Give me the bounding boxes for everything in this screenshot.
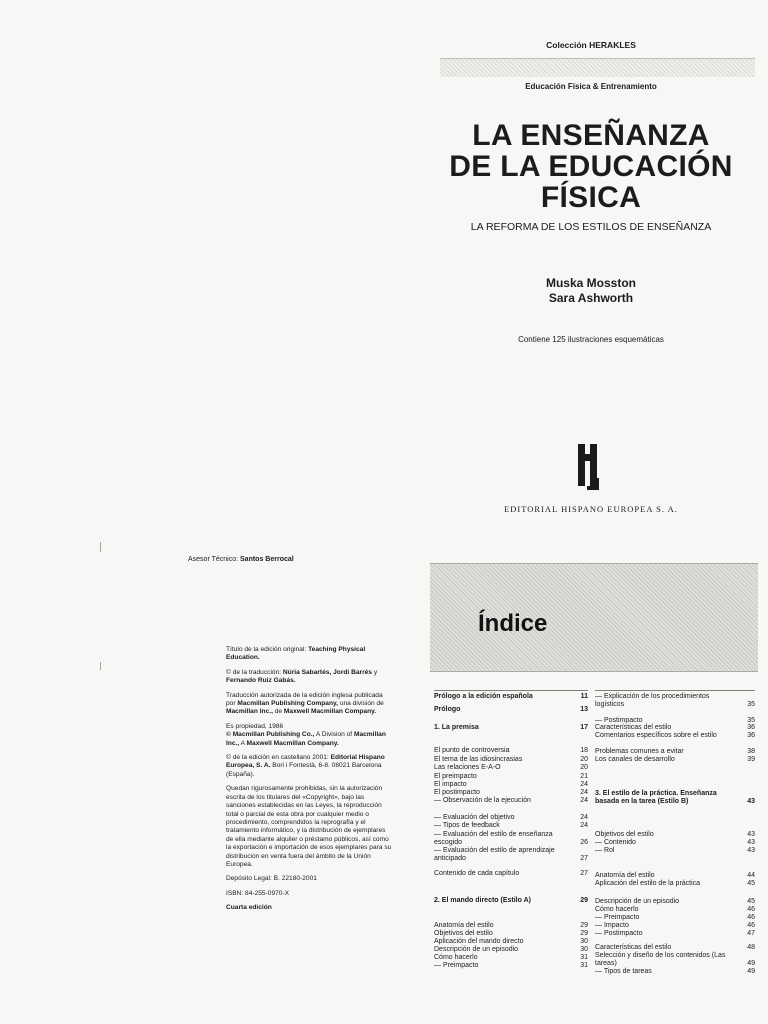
toc-entry-title: Selección y diseño de los contenidos (Las tareas) (595, 952, 726, 968)
toc-entry (595, 898, 755, 906)
toc-entry (595, 831, 755, 839)
collection-banner (440, 58, 755, 77)
toc-entry-title: El postimpacto (434, 789, 480, 796)
toc-entry-title: El impacto (434, 781, 467, 788)
toc-entry (595, 968, 755, 976)
toc-entry (595, 880, 755, 888)
toc-chapter (434, 693, 588, 701)
toc-page-number: 48 (747, 944, 755, 951)
toc-entry (434, 847, 588, 863)
toc-entry-title: — Impacto (595, 922, 629, 929)
collection-name: Colección HERAKLES (546, 40, 636, 50)
toc-entry-title: — Explicación de los procedimientos logísticos (595, 693, 710, 709)
toc-entry-title: Problemas comunes a evitar (595, 748, 684, 755)
toc-page-number: 24 (580, 781, 588, 788)
copyright-note (226, 646, 392, 663)
toc-entry-title: Características del estilo (595, 944, 672, 951)
copyright-note (226, 904, 392, 912)
toc-entry (434, 789, 588, 797)
toc-entry-title: — Observación de la ejecución (434, 797, 531, 804)
toc-rule (434, 690, 588, 691)
toc-chapter (595, 790, 755, 806)
toc-page-number: 39 (747, 756, 755, 763)
toc-entry (434, 747, 588, 755)
copyright-text: una división de (338, 700, 384, 708)
index-header (430, 563, 758, 672)
toc-entry (595, 748, 755, 756)
toc-entry (434, 756, 588, 764)
toc-page-number: 30 (580, 938, 588, 945)
toc-entry (595, 930, 755, 938)
copyright-text: A (239, 739, 247, 747)
copyright-note (226, 875, 392, 883)
toc-entry-title: Comentarios específicos sobre el estilo (595, 732, 717, 739)
toc-page-number: 27 (580, 855, 588, 863)
toc-entry (434, 930, 588, 938)
book-subtitle: LA REFORMA DE LOS ESTILOS DE ENSEÑANZA (470, 221, 712, 233)
toc-entry-title: Objetivos del estilo (595, 831, 654, 838)
copyright-text: Maxwell Macmillan Company. (283, 708, 377, 716)
toc-entry (434, 922, 588, 930)
toc-entry (434, 831, 588, 847)
copyright-notes (226, 646, 392, 919)
toc-page-number: 29 (580, 922, 588, 929)
toc-entry-title: Aplicación del estilo de la práctica (595, 880, 701, 887)
toc-entry (434, 797, 588, 805)
copyright-text: Macmillan Inc., (226, 731, 386, 747)
toc-page-number: 20 (580, 756, 588, 763)
copyright-text: © de la edición en castellano 2001: (226, 754, 331, 762)
toc-page-number: 31 (580, 962, 588, 969)
copyright-note (226, 754, 392, 779)
copyright-text: © de la traducción: (226, 668, 283, 676)
advisor-label: Asesor Técnico: (188, 556, 239, 563)
toc-entry (595, 839, 755, 847)
toc-page-number: 43 (747, 798, 755, 806)
author-name: Muska Mosston (545, 276, 636, 290)
illustrations-note: Contiene 125 ilustraciones esquemáticas (518, 335, 664, 344)
toc-page-number: 36 (747, 724, 755, 731)
toc-page-number: 36 (747, 732, 755, 739)
toc-entry-title: Prólogo (434, 706, 461, 713)
copyright-text: Macmillan Publishing Company, (237, 700, 339, 708)
copyright-note (226, 692, 392, 717)
toc-entry (434, 938, 588, 946)
scan-mark (100, 542, 101, 552)
toc-entry-title: — Evaluación del objetivo (434, 814, 515, 821)
toc-entry (595, 944, 755, 952)
right-page (414, 0, 768, 1024)
toc-entry-title: Las relaciones E-A-O (434, 764, 501, 771)
toc-page-number: 24 (580, 797, 588, 804)
toc-page-number: 38 (747, 748, 755, 755)
toc-entry-title: El tema de las idiosincrasias (434, 756, 523, 763)
toc-entry-title: — Evaluación del estilo de enseñanza escogido (434, 831, 553, 847)
copyright-note (226, 723, 392, 748)
toc-entry (434, 764, 588, 772)
toc-entry-title: Anatomía del estilo (595, 872, 655, 879)
book-title (414, 120, 768, 213)
index-title: Índice (478, 610, 548, 637)
toc-page-number: 49 (747, 960, 755, 968)
series-name: Educación Física & Entrenamiento (525, 82, 657, 91)
copyright-text: A Division of (314, 731, 354, 739)
toc-page-number: 24 (580, 814, 588, 821)
copyright-text: Título de la edición original: (226, 646, 309, 653)
copyright-text: Núria Sabartés, Jordi Barrés (282, 668, 372, 676)
toc-entry-title: 2. El mando directo (Estilo A) (434, 897, 531, 904)
copyright-text: y (371, 668, 378, 676)
toc-entry (434, 822, 588, 830)
toc-entry (595, 872, 755, 880)
toc-entry-title: 3. El estilo de la práctica. Enseñanza basada en la tarea (Estilo B) (595, 790, 717, 806)
toc-page-number: 46 (747, 922, 755, 929)
toc-page-number: 11 (580, 693, 588, 700)
advisor-name: Santos Berrocal (240, 556, 294, 563)
toc-entry-title: Descripción de un episodio (434, 946, 519, 953)
copyright-text: Teaching Physical Education. (226, 646, 366, 662)
toc-entry-title: Cómo hacerlo (595, 906, 639, 913)
toc-rule (595, 690, 755, 691)
copyright-text: Bori i Fontestà, 6-8. 08021 Barcelona (España). (226, 762, 382, 778)
toc-page-number: 26 (580, 839, 588, 847)
toc-entry (434, 781, 588, 789)
toc-entry-title: — Evaluación del estilo de aprendizaje anticipado (434, 847, 555, 863)
toc-entry-title: — Tipos de tareas (595, 968, 652, 975)
toc-entry-title: El preimpacto (434, 773, 477, 780)
toc-page-number: 30 (580, 946, 588, 953)
toc-page-number: 46 (747, 906, 755, 913)
book-title-line: LA ENSEÑANZA (472, 119, 710, 152)
toc-page-number: 43 (747, 839, 755, 846)
toc-entry-title: — Contenido (595, 839, 636, 846)
toc-page-number: 29 (580, 930, 588, 937)
publisher-logo-icon (570, 440, 608, 494)
toc-page-number: 43 (747, 831, 755, 838)
toc-page-number: 35 (747, 701, 755, 709)
copyright-text: Quedan rigurosamente prohibidas, sin la autorización escrita de los titulares del «Copyright», bajo las sanciones establecidas en las Leyes, la reproducción total o parcial de esta obra por cualquier medio o procedimiento, comprendidos la reprografía y el tratamiento informático, y la distribución de ejemplares de ella mediante alquiler o préstamo públicos, así como la exportación e importación de esos ejemplares para su distribución en venta fuera del ámbito de la Unión Europea. (226, 785, 392, 868)
toc-entry (434, 946, 588, 954)
copyright-text: Macmillan Inc., (226, 708, 273, 716)
toc-page-number: 31 (580, 954, 588, 961)
toc-page-number: 18 (580, 747, 588, 754)
toc-entry (434, 814, 588, 822)
toc-entry-title: El punto de controversia (434, 747, 510, 754)
toc-entry-title: Prólogo a la edición española (434, 693, 533, 700)
copyright-text: © Macmillan Publishing Co., (226, 731, 315, 739)
toc-entry (595, 732, 755, 740)
copyright-text: Maxwell Macmillan Company. (246, 739, 339, 747)
toc-entry-title: — Rol (595, 847, 615, 854)
toc-entry-title: Objetivos del estilo (434, 930, 493, 937)
toc-entry (595, 724, 755, 732)
toc-page-number: 43 (747, 847, 755, 854)
copyright-note (226, 890, 392, 898)
toc-entry-title: — Postimpacto (595, 717, 643, 724)
toc-page-number: 35 (747, 717, 755, 724)
toc-page-number: 29 (580, 897, 588, 904)
toc-page-number: 17 (580, 724, 588, 731)
toc-entry-title: — Tipos de feedback (434, 822, 500, 829)
toc-entry-title: — Preimpacto (434, 962, 479, 969)
copyright-text: de (272, 708, 284, 716)
toc-chapter (434, 897, 588, 905)
toc-entry (434, 954, 588, 962)
toc-entry (434, 773, 588, 781)
toc-chapter (434, 706, 588, 714)
toc-page-number: 45 (747, 880, 755, 887)
toc-entry-title: Aplicación del mando directo (434, 938, 524, 945)
toc-entry-title: 1. La premisa (434, 724, 479, 731)
copyright-text: Es propiedad, 1986 (226, 722, 284, 730)
copyright-text: Depósito Legal: B. 22180-2001 (226, 875, 317, 883)
toc-entry-title: Descripción de un episodio (595, 898, 680, 905)
toc-entry (595, 922, 755, 930)
scan-mark (100, 662, 101, 670)
toc-page-number: 20 (580, 764, 588, 771)
toc-page-number: 21 (580, 773, 588, 780)
technical-advisor (188, 556, 294, 563)
toc-entry (595, 914, 755, 922)
toc-entry-title: Cómo hacerlo (434, 954, 478, 961)
toc-page-number: 44 (747, 872, 755, 879)
publisher-name: EDITORIAL HISPANO EUROPEA S. A. (504, 504, 678, 514)
toc-chapter (434, 724, 588, 732)
toc-entry-title: Características del estilo (595, 724, 672, 731)
toc-page-number: 47 (747, 930, 755, 937)
copyright-note (226, 669, 392, 686)
toc-page-number: 27 (580, 870, 588, 877)
toc-page-number: 24 (580, 789, 588, 796)
author-name: Sara Ashworth (548, 291, 634, 305)
toc-entry (595, 756, 755, 764)
toc-page-number: 46 (747, 914, 755, 921)
copyright-text: Fernando Ruiz Gabás. (226, 677, 296, 685)
copyright-text: ISBN: 84-255-0970-X (226, 889, 290, 897)
copyright-note (226, 785, 392, 869)
toc-entry (434, 870, 588, 878)
toc-entry (595, 906, 755, 914)
toc-page-number: 45 (747, 898, 755, 905)
authors (414, 276, 768, 306)
toc-entry (434, 962, 588, 970)
copyright-text: Traducción autorizada de la edición inglesa publicada por (226, 691, 383, 708)
toc-entry-title: Contenido de cada capítulo (434, 870, 520, 877)
toc-page-number: 49 (747, 968, 755, 975)
toc-page-number: 24 (580, 822, 588, 829)
toc-entry-title: — Postimpacto (595, 930, 643, 937)
toc-entry-title: Los canales de desarrollo (595, 756, 675, 763)
toc-entry (595, 952, 755, 968)
toc-entry (595, 847, 755, 855)
copyright-text: Editorial Hispano Europea, S. A. (226, 754, 385, 770)
toc-entry (595, 693, 755, 709)
toc-entry-title: — Preimpacto (595, 914, 640, 921)
copyright-text: Cuarta edición (226, 904, 272, 912)
book-title-line: FÍSICA (540, 181, 642, 214)
toc-entry-title: Anatomía del estilo (434, 922, 494, 929)
book-title-line: DE LA EDUCACIÓN (449, 150, 733, 183)
toc-page-number: 13 (580, 706, 588, 713)
